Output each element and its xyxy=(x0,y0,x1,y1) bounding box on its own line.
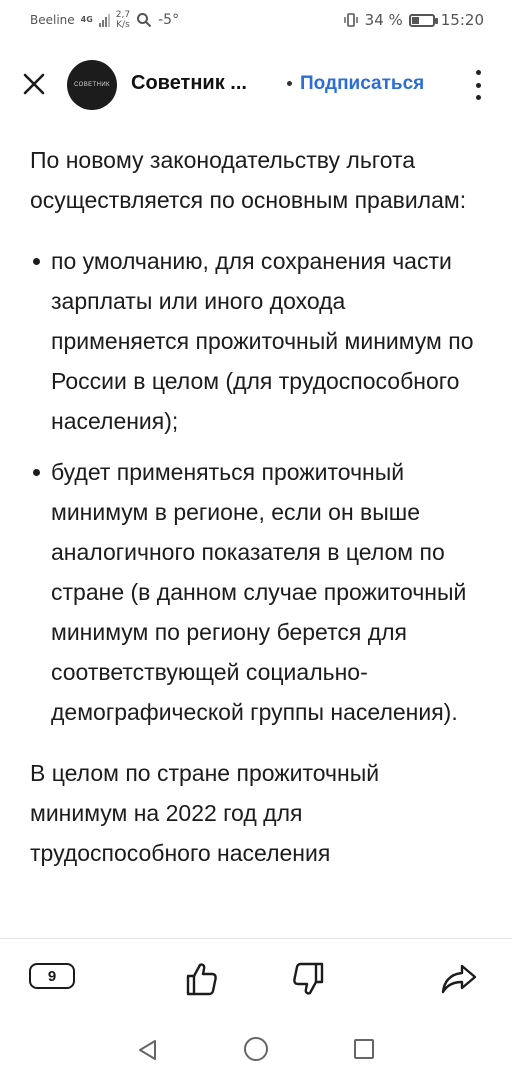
subscribe-button[interactable]: Подписаться xyxy=(300,73,425,94)
comments-button[interactable] xyxy=(29,963,75,993)
comments-count: 9 xyxy=(47,967,57,985)
thumbs-down-icon[interactable] xyxy=(292,961,326,997)
comment-icon xyxy=(29,963,75,989)
carrier-label: Beeline xyxy=(30,13,75,27)
status-bar xyxy=(0,0,512,44)
nav-recent-icon[interactable] xyxy=(354,1039,374,1059)
action-bar xyxy=(0,938,512,1018)
article-bullet-list xyxy=(30,241,482,732)
status-left xyxy=(30,10,179,30)
channel-avatar[interactable] xyxy=(67,60,117,110)
article-body xyxy=(30,140,482,938)
list-item: будет применяться прожиточный минимум в регионе, если он выше аналогичного показателя в целом по стране (в данном случае прожиточный минимум по региону берется для соответствующей социально-демографической группы населения). xyxy=(30,452,482,732)
channel-name[interactable]: Советник ... xyxy=(131,72,247,94)
network-type: 4G xyxy=(80,15,93,24)
share-icon[interactable] xyxy=(440,963,478,995)
nav-back-icon[interactable] xyxy=(136,1038,158,1062)
network-speed xyxy=(116,10,130,30)
battery-percent: 34 % xyxy=(364,11,403,29)
system-nav-bar xyxy=(0,1018,512,1080)
battery-icon xyxy=(409,14,435,27)
thumbs-up-icon[interactable] xyxy=(184,961,218,997)
article-paragraph-intro: По новому законодательству льгота осуществляется по основным правилам: xyxy=(30,147,467,213)
status-right xyxy=(343,11,484,29)
clock: 15:20 xyxy=(440,11,484,29)
vibrate-icon xyxy=(343,12,359,28)
article-header xyxy=(0,52,512,116)
close-icon[interactable] xyxy=(20,70,48,98)
avatar-logo-text: СОВЕТНИК xyxy=(74,82,110,88)
speed-unit: K/s xyxy=(116,20,130,30)
search-icon xyxy=(136,12,152,28)
nav-home-icon[interactable] xyxy=(244,1037,268,1061)
signal-icon xyxy=(99,13,110,27)
article-paragraph-outro: В целом по стране прожиточный минимум на 2022 год для трудоспособного населения xyxy=(30,760,380,866)
list-item: по умолчанию, для сохранения части зарплаты или иного дохода применяется прожиточный минимум по России в целом (для трудоспособного населения); xyxy=(30,241,482,441)
separator-dot xyxy=(287,81,292,86)
speed-value: 2,7 xyxy=(115,10,131,20)
more-vertical-icon[interactable] xyxy=(472,70,484,100)
weather-temp: -5° xyxy=(158,12,180,28)
